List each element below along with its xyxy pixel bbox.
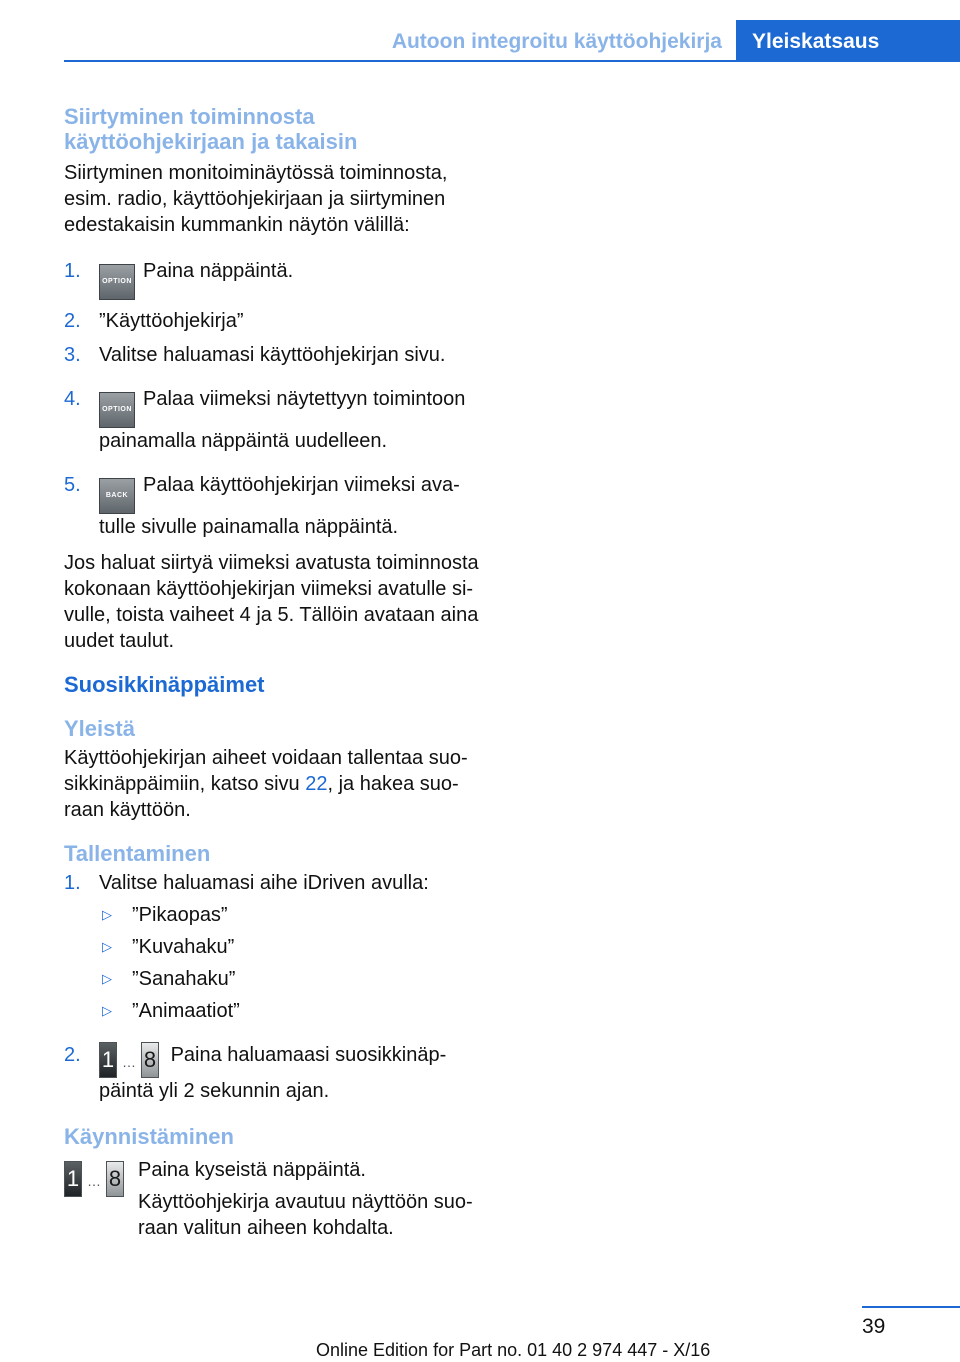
list-item: ▷ ”Sanahaku” <box>102 968 236 990</box>
topic-list <box>99 902 484 1024</box>
save-step-1: 1. Valitse haluamasi aihe iDriven avulla: ▷ ”Pikaopas” ▷ ”Kuvahaku” ▷ ”Sanahaku” ▷ ”Animaatiot” <box>64 870 484 1024</box>
list-item: ▷ ”Pikaopas” <box>102 904 228 926</box>
step-2: 2. ”Käyttöohjekirja” <box>64 310 244 332</box>
step-1: 1. OPTION Paina näppäintä. <box>64 258 484 300</box>
intro-paragraph: Siirtyminen monitoiminäytössä toiminnosta, esim. radio, käyttöohjekirjaan ja siirtyminen edestakaisin kummankin näytön välillä: <box>64 162 448 236</box>
general-paragraph: Käyttöohjekirjan aiheet voidaan tallentaa suosikkinäppäimiin, katso sivu 22, ja hakea suoraan käyttöön. <box>64 747 468 821</box>
note-paragraph: Jos haluat siirtyä viimeksi avatusta toiminnosta kokonaan käyttöohjekirjan viimeksi avatulle sivulle, toista vaiheet 4 ja 5. Tällöin avataan aina uudet taulut. <box>64 552 479 652</box>
section-heading-favorites: Suosikkinäppäimet <box>64 672 265 697</box>
save-step-2: 2. 1 … 8 Paina haluamaasi suosikkinäppäintä yli 2 sekunnin ajan. <box>64 1044 447 1102</box>
subheading-starting: Käynnistäminen <box>64 1124 234 1149</box>
page-number: 39 <box>862 1315 886 1338</box>
step-3: 3. Valitse haluamasi käyttöohjekirjan sivu. <box>64 344 446 366</box>
list-item: ▷ ”Kuvahaku” <box>102 936 235 958</box>
option-button-icon: OPTION <box>99 264 135 300</box>
start-block <box>64 1157 484 1241</box>
header-rule <box>64 60 960 62</box>
edition-note: Online Edition for Part no. 01 40 2 974 447 - X/16 <box>316 1340 711 1360</box>
footer-rule <box>862 1306 960 1308</box>
favorite-key-8-icon: 8 <box>141 1042 159 1078</box>
subheading-saving: Tallentaminen <box>64 841 211 866</box>
page-link[interactable]: 22 <box>305 773 328 795</box>
main-content <box>64 104 484 1241</box>
back-button-icon: BACK <box>99 478 135 514</box>
section-tab: Yleiskatsaus <box>736 20 960 62</box>
start-instruction: Paina kyseistä näppäintä. <box>138 1159 366 1181</box>
step-5: 5. BACK Palaa käyttöohjekirjan viimeksi avatulle sivulle painamalla näppäintä. <box>64 474 460 538</box>
list-item: ▷ ”Animaatiot” <box>102 1000 240 1022</box>
saving-steps <box>64 870 484 1104</box>
option-button-icon: OPTION <box>99 392 135 428</box>
subheading-general: Yleistä <box>64 716 135 741</box>
step-4: 4. OPTION Palaa viimeksi näytettyyn toimintoon painamalla näppäintä uudelleen. <box>64 388 466 452</box>
favorite-keys-icon: 1 … 8 <box>64 1161 124 1197</box>
section-heading-navigation: Siirtyminen toiminnosta käyttöohjekirjaan ja takaisin <box>64 104 358 154</box>
navigation-steps <box>64 258 484 540</box>
manual-title: Autoon integroitu käyttöohjekirja <box>391 30 722 53</box>
favorite-key-1-icon: 1 <box>99 1042 117 1078</box>
page-header <box>0 0 960 62</box>
start-result: Käyttöohjekirja avautuu näyttöön suoraan valitun aiheen kohdalta. <box>138 1191 473 1239</box>
